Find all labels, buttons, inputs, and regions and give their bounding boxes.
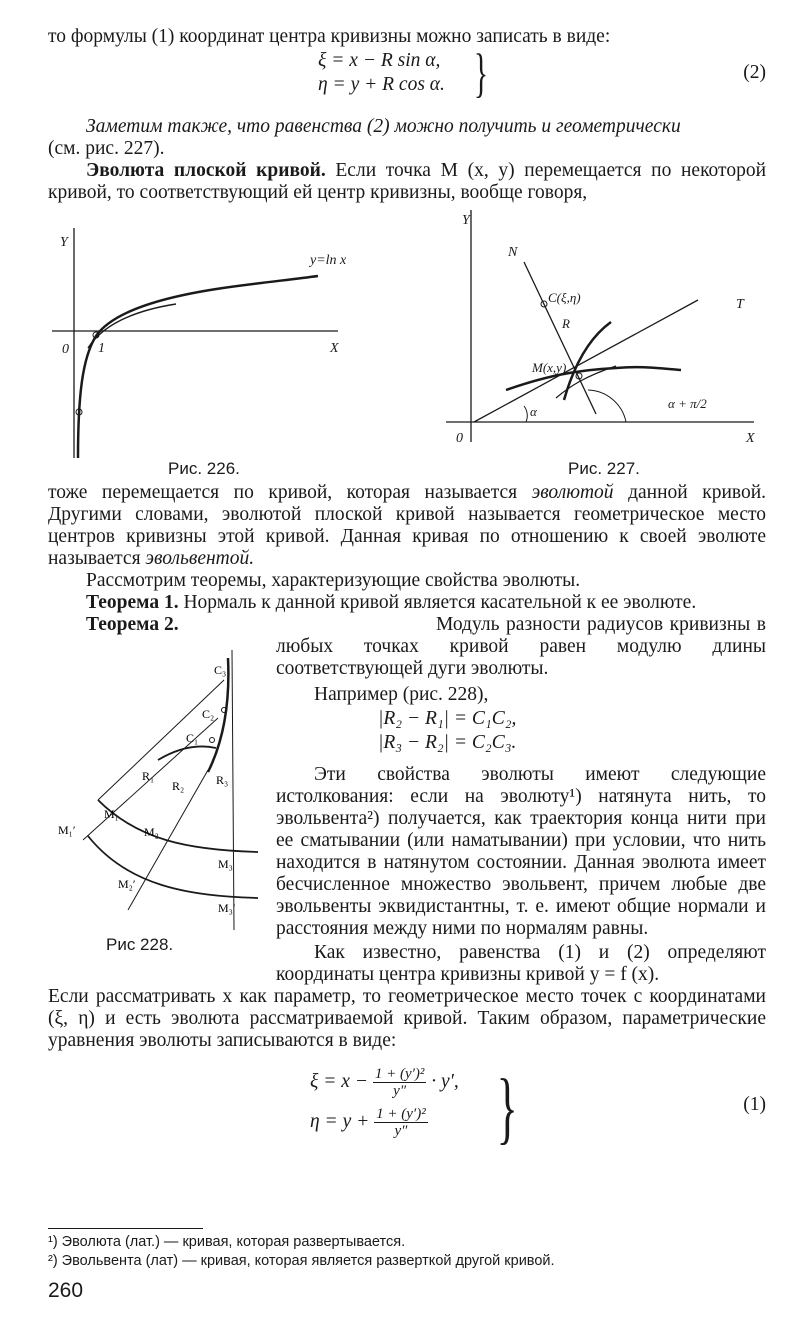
equation-1: [48, 1062, 766, 1154]
theorem2-wrap-text: [276, 614, 766, 986]
fig228-m1: M₁: [104, 807, 119, 821]
eq1-eta-den: y″: [394, 1123, 408, 1139]
theorems-intro: Рассмотрим теоремы, характеризующие свойства эволюты.: [86, 570, 581, 591]
fig228-m1p: M₁′: [58, 823, 76, 837]
fig228-c2: C₂: [202, 707, 215, 721]
eq1-eta-lhs: η = y +: [310, 1110, 370, 1132]
remark-text: Заметим также, что равенства (2) можно получить и геометрически: [86, 116, 681, 137]
evolute-text3: данной кривой. Другими словами, эволютой плоской кривой называется геометрическое место центров кривизны этой кривой. Данная кривая по отношению к своей эволюте называется: [48, 482, 767, 569]
example-equations: [276, 706, 766, 756]
fig226-caption: Рис. 226.: [168, 459, 240, 478]
footnotes: [48, 1228, 766, 1271]
page-number: 260: [48, 1279, 84, 1302]
eq2-line1: ξ = x − R sin α,: [318, 50, 441, 71]
fig226-curve-label: y=ln x: [310, 253, 347, 268]
fig228-c3: C₃: [214, 663, 227, 677]
eq1-number: (1): [743, 1094, 766, 1115]
figure-228: [48, 640, 263, 970]
theorem1: [48, 592, 766, 614]
fig228-m2p: M₂′: [118, 877, 136, 891]
evolute-word: эволютой: [531, 482, 614, 503]
eq1-xi-fraction: [373, 1066, 427, 1099]
evolute-text2: тоже перемещается по кривой, которая называется: [48, 482, 518, 503]
fig226-x-label: X: [330, 341, 339, 356]
example-eq1: |R₂ − R₁| = C₁C₂,: [378, 708, 517, 729]
theorem1-label: Теорема 1.: [86, 592, 179, 613]
intro-text: то формулы (1) координат центра кривизны можно записать в виде:: [48, 26, 611, 47]
fig227-alpha: α: [530, 404, 537, 419]
fig227-c-label: C(ξ,η): [548, 290, 581, 305]
page-body: [48, 26, 766, 1154]
fig227-r-label: R: [562, 316, 570, 331]
eq1-xi-tail: · y′,: [431, 1070, 459, 1092]
fig227-t-label: T: [736, 297, 744, 312]
fig228-m3p: M₃′: [218, 901, 236, 915]
fig226-y-label: Y: [60, 235, 68, 250]
interpretation-text: Эти свойства эволюты имеют следующие истолкования: если на эволюту¹) натянута нить, то эвольвента²) получается, как траектория конца нити при ее сматывании (или наматывании) при условии, что нить находится в натянутом состоянии. Данная эволюта имеет бесчисленное множество эвольвент, причем любые две эвольвенты эквидистантны, т. е. имеют общие нормали и расстояния между ними по нормалям равны.: [276, 764, 766, 939]
fig227-y-label: Y: [462, 213, 470, 228]
footnote-2: ²) Эвольвента (лат) — кривая, которая является разверткой другой кривой.: [48, 1253, 555, 1269]
fig228-c1: C₁: [186, 731, 199, 745]
fig228-r1: R₁: [142, 769, 155, 783]
fig227-alpha-pi: α + π/2: [668, 396, 707, 411]
footnote-1: ¹) Эволюта (лат.) — кривая, которая развертывается.: [48, 1234, 406, 1250]
example-text: Например (рис. 228),: [314, 684, 489, 705]
eq1-xi-row: [310, 1066, 459, 1099]
known-text: Как известно, равенства (1) и (2) определяют координаты центра кривизны кривой y = f (x).: [276, 942, 766, 985]
eq1-xi-den: y″: [393, 1083, 407, 1099]
right-brace-icon: }: [496, 1064, 518, 1152]
eq1-eta-num: 1 + (y′)²: [376, 1106, 426, 1122]
evolute-heading: Эволюта плоской кривой.: [86, 160, 326, 181]
eq2-line2: η = y + R cos α.: [318, 74, 445, 95]
fig228-r2: R₂: [172, 779, 185, 793]
eq1-eta-fraction: [374, 1106, 428, 1139]
fig227-n-label: N: [508, 245, 518, 260]
equation-2: [48, 43, 766, 103]
right-brace-icon: }: [473, 43, 489, 103]
fig227-m-label: M(x,y): [532, 360, 567, 375]
eq1-xi-num: 1 + (y′)²: [374, 1066, 425, 1082]
fig228-r3: R₃: [216, 773, 229, 787]
evolvent-word: эвольвентой.: [145, 548, 255, 569]
theorem1-text: Нормаль к данной кривой является касательной к ее эволюте.: [183, 592, 697, 613]
param-text: Если рассматривать x как параметр, то геометрическое место точек с координатами (ξ, η) и есть эволюта рассматриваемой кривой. Таким образом, параметрические уравнения эволюты записываются в виде:: [48, 986, 766, 1051]
fig228-caption: Рис 228.: [106, 935, 174, 954]
example-eq2: |R₃ − R₂| = C₂C₃.: [378, 732, 517, 753]
theorem2-text: Модуль разности радиусов кривизны в любых точках кривой равен модулю длины соответствующей дуги эволюты.: [276, 614, 766, 679]
evolute-paragraph: [48, 160, 766, 204]
fig228-m3: M₃: [218, 857, 233, 871]
eq1-eta-row: [310, 1106, 428, 1139]
remark-cont: (см. рис. 227).: [48, 138, 165, 159]
theorem2-block: [48, 614, 766, 986]
eq1-xi-lhs: ξ = x −: [310, 1070, 368, 1092]
fig227-x-label: X: [746, 431, 755, 446]
fig227-origin: 0: [456, 431, 463, 446]
figure-226: [48, 218, 378, 458]
evolute-text1: Если точка M (x, y) перемещается по некоторой кривой, то соответствующий ей центр кривизны, вообще говоря,: [48, 160, 767, 203]
footnote-rule: [48, 1228, 203, 1229]
eq2-number: (2): [743, 62, 766, 83]
fig226-origin: 0: [62, 342, 69, 357]
evolute-def-paragraph: [48, 482, 766, 570]
theorem2-label: Теорема 2.: [86, 614, 179, 635]
fig226-one: 1: [98, 341, 105, 356]
fig228-m2: M₂: [144, 825, 159, 839]
figure-227: [436, 210, 766, 455]
figures-226-227: [48, 210, 766, 478]
fig227-caption: Рис. 227.: [568, 459, 640, 478]
